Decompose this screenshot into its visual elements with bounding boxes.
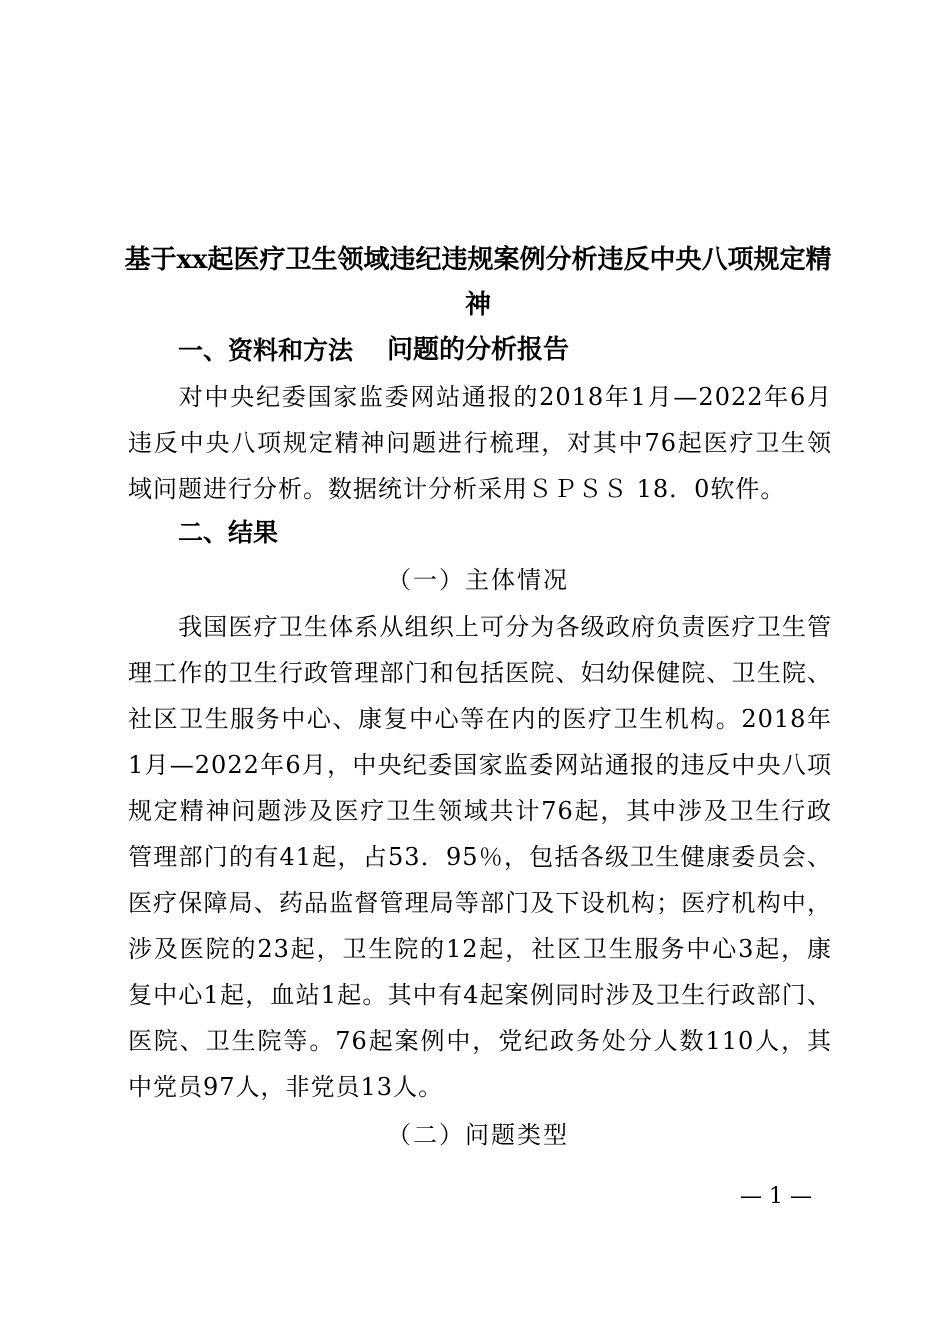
page-number: — 1 — [740, 1184, 812, 1209]
section-1-heading: 一、资料和方法 [178, 336, 354, 365]
subsection-2-heading: （二）问题类型 [387, 1121, 569, 1149]
section-1-text: 对中央纪委国家监委网站通报的2018年1月—2022年6月违反中央八项规定精神问题进行梳理，对其中76起医疗卫生领域问题进行分析。数据统计分析采用ＳＰＳＳ 18．0软件。 [128, 383, 832, 503]
subsection-1-text: 我国医疗卫生体系从组织上可分为各级政府负责医疗卫生管理工作的卫生行政管理部门和包括医院、妇幼保健院、卫生院、社区卫生服务中心、康复中心等在内的医疗卫生机构。2018年1月—2022年6月，中央纪委国家监委网站通报的违反中央八项规定精神问题涉及医疗卫生领域共计76起，其中涉及卫生行政管理部门的有41起，占53．95％，包括各级卫生健康委员会、医疗保障局、药品监督管理局等部门及下设机构；医疗机构中，涉及医院的23起，卫生院的12起，社区卫生服务中心3起，康复中心1起，血站1起。其中有4起案例同时涉及卫生行政部门、医院、卫生院等。76起案例中，党纪政务处分人数110人，其中党员97人，非党员13人。 [128, 613, 832, 1101]
section-1-paragraph [128, 374, 832, 512]
subsection-1-paragraph [128, 604, 832, 1110]
title-line-2: 问题的分析报告 [386, 335, 569, 365]
subsection-1-heading: （一）主体情况 [387, 566, 569, 594]
title-line-1: 基于xx起医疗卫生领域违纪违规案例分析违反中央八项规定精神 [124, 245, 832, 320]
section-2-heading: 二、结果 [178, 518, 279, 547]
